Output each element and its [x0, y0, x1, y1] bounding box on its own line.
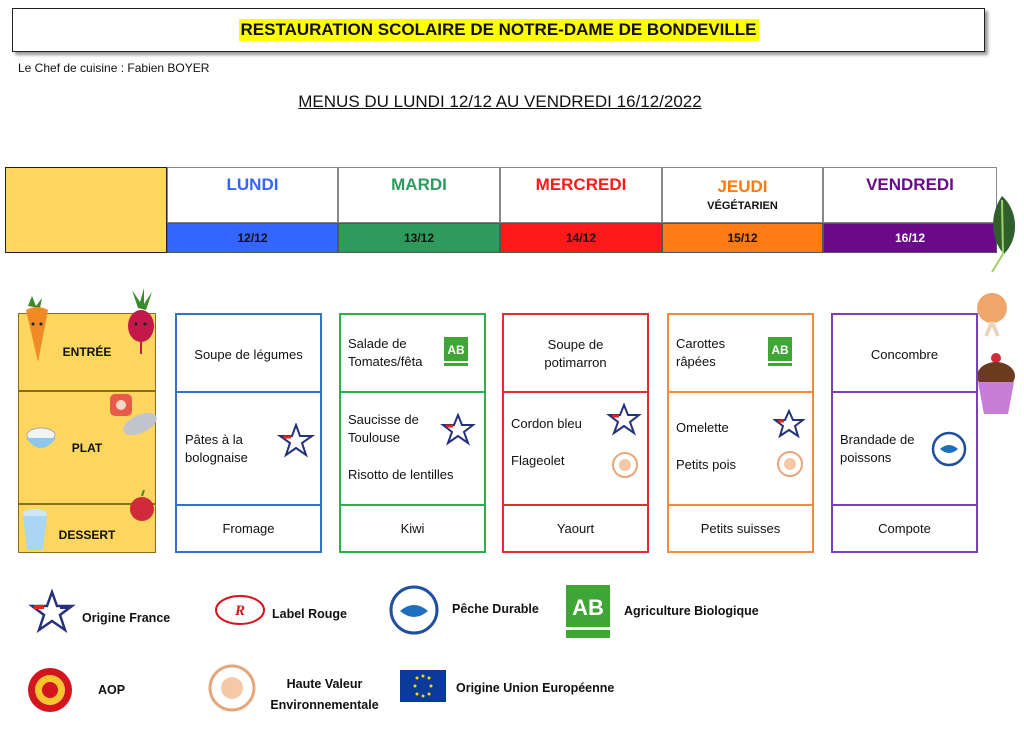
plat2-mardi: Risotto de lentilles	[348, 467, 454, 482]
entree-jeudi: Carottes râpées	[676, 336, 726, 369]
radish-icon	[124, 288, 158, 358]
date-jeudi: 15/12	[662, 223, 823, 253]
apple-icon	[127, 490, 157, 524]
entree-vendredi: Concombre	[870, 346, 939, 362]
svg-text:AB: AB	[771, 343, 789, 357]
menu-subtitle: MENUS DU LUNDI 12/12 AU VENDREDI 16/12/2022	[298, 92, 702, 111]
oeufs-de-france-icon	[773, 409, 805, 441]
menu-column-mardi	[339, 313, 486, 553]
menu-column-lundi	[175, 313, 322, 553]
legend-aop: AOP	[98, 683, 126, 697]
cupcake-icon	[974, 352, 1018, 416]
entree-mardi: Salade de Tomates/fêta	[348, 336, 423, 369]
plat-cell-vendredi	[833, 393, 976, 506]
dessert-vendredi: Compote	[878, 521, 931, 536]
meat-fish-icon	[108, 392, 160, 444]
day-name-vendredi: VENDREDI	[866, 175, 954, 194]
day-header-vendredi	[823, 167, 997, 223]
day-header-mardi	[338, 167, 500, 223]
page-title: RESTAURATION SCOLAIRE DE NOTRE-DAME DE BONDEVILLE	[240, 20, 757, 39]
spinach-leaf-icon	[982, 192, 1022, 274]
chicken-leg-icon	[972, 290, 1012, 338]
ab-bio-icon	[444, 337, 468, 367]
hve-icon	[776, 450, 804, 478]
carrot-icon	[20, 296, 54, 366]
plat-mardi: Saucisse de Toulouse	[348, 412, 419, 445]
ab-bio-icon	[768, 337, 792, 367]
plat-lundi: Pâtes à la bolognaise	[185, 432, 248, 465]
day-header-jeudi	[662, 167, 823, 223]
day-name-mercredi: MERCREDI	[535, 175, 627, 194]
yogurt-icon	[20, 508, 50, 552]
plat-vendredi: Brandade de poissons	[840, 432, 915, 465]
entree-mercredi-text: Soupe de potimarron	[544, 337, 607, 370]
legend-peche-durable: Pêche Durable	[452, 602, 539, 616]
dessert-mercredi: Yaourt	[556, 521, 595, 536]
menu-column-vendredi	[831, 313, 978, 553]
day-name-jeudi: JEUDI	[717, 177, 768, 196]
header-corner-cell	[5, 167, 167, 253]
row-label-entree-text: ENTRÉE	[62, 345, 112, 359]
legend-hve: Haute Valeur Environnementale	[270, 677, 379, 712]
plat-mercredi: Cordon bleu	[511, 416, 582, 431]
menu-column-mercredi	[502, 313, 649, 553]
date-vendredi: 16/12	[823, 223, 997, 253]
day-name-lundi: LUNDI	[226, 175, 279, 194]
day-sub-jeudi: VÉGÉTARIEN	[707, 200, 778, 212]
viandes-de-france-icon	[28, 589, 76, 637]
dessert-lundi: Fromage	[222, 521, 275, 536]
dessert-jeudi: Petits suisses	[700, 521, 781, 536]
date-mardi: 13/12	[338, 223, 500, 253]
entree-lundi: Soupe de légumes	[194, 346, 303, 362]
plat2-mercredi: Flageolet	[511, 453, 565, 468]
row-label-plat-text: PLAT	[71, 440, 103, 455]
menu-column-jeudi	[667, 313, 814, 553]
peche-durable-icon	[388, 584, 440, 636]
entree-cell-mardi	[341, 315, 484, 393]
plat2-jeudi: Petits pois	[676, 457, 736, 472]
legend-origine-ue: Origine Union Européenne	[456, 681, 615, 695]
legend-label-rouge: Label Rouge	[272, 607, 348, 621]
viandes-de-france-icon	[277, 423, 315, 461]
chef-name: Le Chef de cuisine : Fabien BOYER	[18, 61, 210, 75]
label-rouge-icon	[212, 592, 268, 628]
plat-cell-lundi	[177, 393, 320, 506]
svg-text:AB: AB	[447, 343, 465, 357]
plat-cell-mardi	[341, 393, 484, 506]
legend-origine-france: Origine France	[82, 611, 171, 625]
plat-cell-jeudi	[669, 393, 812, 506]
eu-flag-icon	[400, 670, 446, 702]
title-box	[12, 8, 985, 52]
peche-durable-icon	[931, 431, 967, 467]
day-name-mardi: MARDI	[391, 175, 447, 194]
rice-bowl-icon	[24, 426, 58, 454]
date-lundi: 12/12	[167, 223, 338, 253]
viandes-de-france-icon	[440, 413, 476, 449]
dessert-mardi: Kiwi	[400, 521, 425, 536]
viandes-de-france-icon	[606, 403, 642, 439]
entree-cell-jeudi	[669, 315, 812, 393]
svg-text:R: R	[234, 603, 246, 619]
aop-icon	[26, 666, 74, 714]
date-mercredi: 14/12	[500, 223, 662, 253]
day-header-lundi	[167, 167, 338, 223]
svg-text:AB: AB	[572, 595, 604, 620]
hve-icon	[208, 664, 256, 712]
day-header-mercredi	[500, 167, 662, 223]
hve-icon	[611, 451, 639, 479]
plat-jeudi: Omelette	[676, 420, 729, 435]
legend-agriculture-bio: Agriculture Biologique	[624, 604, 759, 618]
agriculture-bio-icon	[566, 585, 610, 639]
plat-cell-mercredi	[504, 393, 647, 506]
entree-mercredi	[504, 315, 647, 393]
row-label-dessert-text: DESSERT	[58, 527, 116, 542]
